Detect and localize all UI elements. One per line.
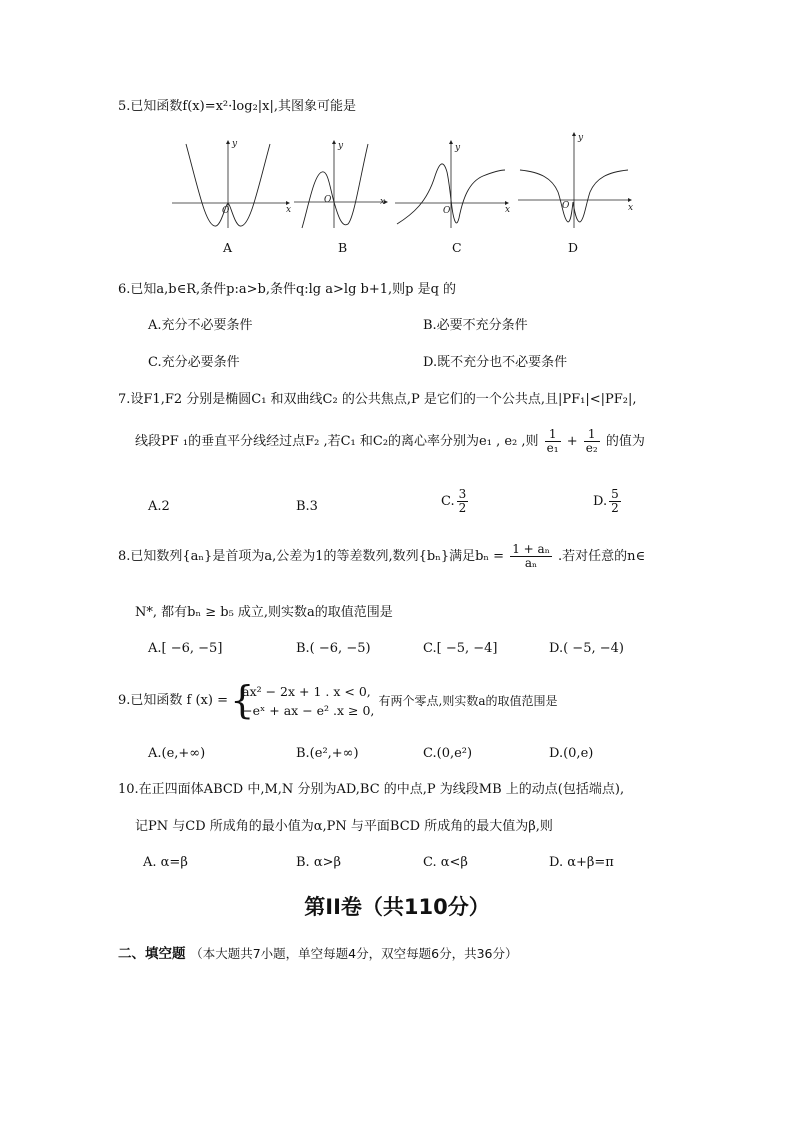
graph-c xyxy=(393,138,515,230)
q7-stem2-end: 的值为 xyxy=(605,434,645,449)
graph-d xyxy=(516,130,636,230)
q10-option-a: A. α=β xyxy=(143,855,188,870)
graph-d-label: D xyxy=(568,240,579,255)
graph-b-x-label: x xyxy=(380,197,386,207)
q6-option-c: C.充分必要条件 xyxy=(148,355,240,370)
graph-a-x-label: x xyxy=(286,205,292,215)
q10-option-b: B. α>β xyxy=(296,855,342,870)
q10-option-c: C. α<β xyxy=(423,855,468,870)
q7-optD-prefix: D. xyxy=(593,494,608,509)
q6-option-b: B.必要不充分条件 xyxy=(423,318,528,333)
q9-piecewise xyxy=(230,678,375,722)
q7-option-d xyxy=(593,488,623,515)
q9-option-d: D.(0,e) xyxy=(549,746,594,761)
graph-d-x-label: x xyxy=(628,203,634,213)
q10-stem-line1: 10.在正四面体ABCD 中,M,N 分别为AD,BC 的中点,P 为线段MB 上的动点(包括端点), xyxy=(118,782,625,797)
q7-optC-frac xyxy=(457,488,469,515)
graph-a-label: A xyxy=(223,240,233,255)
q10-option-d: D. α+β=π xyxy=(549,855,614,870)
q7-stem-line1: 7.设F1,F2 分别是椭圆C₁ 和双曲线C₂ 的公共焦点,P 是它们的一个公共点,且|PF₁|<|PF₂|, xyxy=(118,392,637,407)
q7-optD-frac xyxy=(609,488,621,515)
q8-option-c: C.[ −5, −4] xyxy=(423,641,498,656)
q7-option-b: B.3 xyxy=(296,499,318,514)
q10-stem-line2: 记PN 与CD 所成角的最小值为α,PN 与平面BCD 所成角的最大值为β,则 xyxy=(135,819,553,834)
section-2-title: 第II卷（共110分） xyxy=(304,895,490,919)
graph-c-origin: O xyxy=(443,206,451,216)
q9-option-c: C.(0,e²) xyxy=(423,746,473,761)
q8-option-a: A.[ −6, −5] xyxy=(148,641,223,656)
graph-b-origin: O xyxy=(324,195,332,205)
q6-option-d: D.既不充分也不必要条件 xyxy=(423,355,568,370)
q7-fraction-1 xyxy=(545,428,561,455)
q6-option-a: A.充分不必要条件 xyxy=(148,318,253,333)
graph-b xyxy=(292,138,392,230)
q9-brace: { xyxy=(230,678,255,722)
q7-option-c xyxy=(441,488,470,515)
q7-frac1-den: e₁ xyxy=(546,441,559,455)
graph-a xyxy=(170,138,294,230)
q7-optC-den: 2 xyxy=(458,501,467,515)
q7-frac2-num: 1 xyxy=(584,428,600,442)
part-2-heading xyxy=(118,942,517,962)
q8-stem-end: .若对任意的n∈ xyxy=(558,549,646,564)
q8-stem-line2: N*, 都有bₙ ≥ b₅ 成立,则实数a的取值范围是 xyxy=(135,605,393,620)
graph-b-y-label: y xyxy=(338,141,344,151)
q8-stem-text: 8.已知数列{aₙ}是首项为a,公差为1的等差数列,数列{bₙ}满足bₙ = xyxy=(118,549,505,564)
q6-stem: 6.已知a,b∈R,条件p:a>b,条件q:lg a>lg b+1,则p 是q 的 xyxy=(118,282,457,297)
q8-frac-den: aₙ xyxy=(524,556,538,570)
q9-case2: −eˣ + ax − e² .x ≥ 0, xyxy=(242,703,375,718)
graph-c-y-label: y xyxy=(455,143,461,153)
graph-a-origin: O xyxy=(222,206,230,216)
q5-stem: 5.已知函数f(x)=x²·log₂|x|,其图象可能是 xyxy=(118,99,356,114)
q8-fraction xyxy=(510,543,552,570)
graph-c-label: C xyxy=(452,240,462,255)
q7-frac2-den: e₂ xyxy=(585,441,598,455)
part-2-note: （本大题共7小题，单空每题4分，双空每题6分，共36分） xyxy=(190,946,518,961)
graph-b-label: B xyxy=(338,240,348,255)
q7-frac1-num: 1 xyxy=(545,428,561,442)
q8-option-b: B.( −6, −5) xyxy=(296,641,371,656)
q7-optD-den: 2 xyxy=(611,501,619,515)
graph-c-x-label: x xyxy=(505,205,511,215)
graph-a-y-label: y xyxy=(232,139,238,149)
graph-d-origin: O xyxy=(562,201,570,211)
q9-stem xyxy=(118,678,558,722)
q8-frac-num: 1 + aₙ xyxy=(512,542,550,556)
q9-stem-text: 9.已知函数 f (x) = xyxy=(118,693,228,708)
q7-stem-line2 xyxy=(135,428,645,455)
part-2-label: 二、填空题 xyxy=(118,946,186,962)
q7-fraction-2 xyxy=(584,428,600,455)
q7-optC-num: 3 xyxy=(458,487,467,501)
q7-plus: + xyxy=(566,434,578,449)
q7-optC-prefix: C. xyxy=(441,494,455,509)
q8-option-d: D.( −5, −4) xyxy=(549,641,624,656)
q7-option-a: A.2 xyxy=(148,499,170,514)
q9-option-b: B.(e²,+∞) xyxy=(296,746,359,761)
q9-option-a: A.(e,+∞) xyxy=(148,746,206,761)
q8-stem-line1 xyxy=(118,543,645,570)
q7-stem2-text: 线段PF ₁的垂直平分线经过点F₂ ,若C₁ 和C₂的离心率分别为e₁ , e₂ ,则 xyxy=(135,434,539,449)
q7-optD-num: 5 xyxy=(611,487,619,501)
q9-stem-end: 有两个零点,则实数a的取值范围是 xyxy=(378,694,558,708)
q9-case1: ax² − 2x + 1 . x < 0, xyxy=(242,684,371,699)
graph-d-y-label: y xyxy=(578,133,584,143)
